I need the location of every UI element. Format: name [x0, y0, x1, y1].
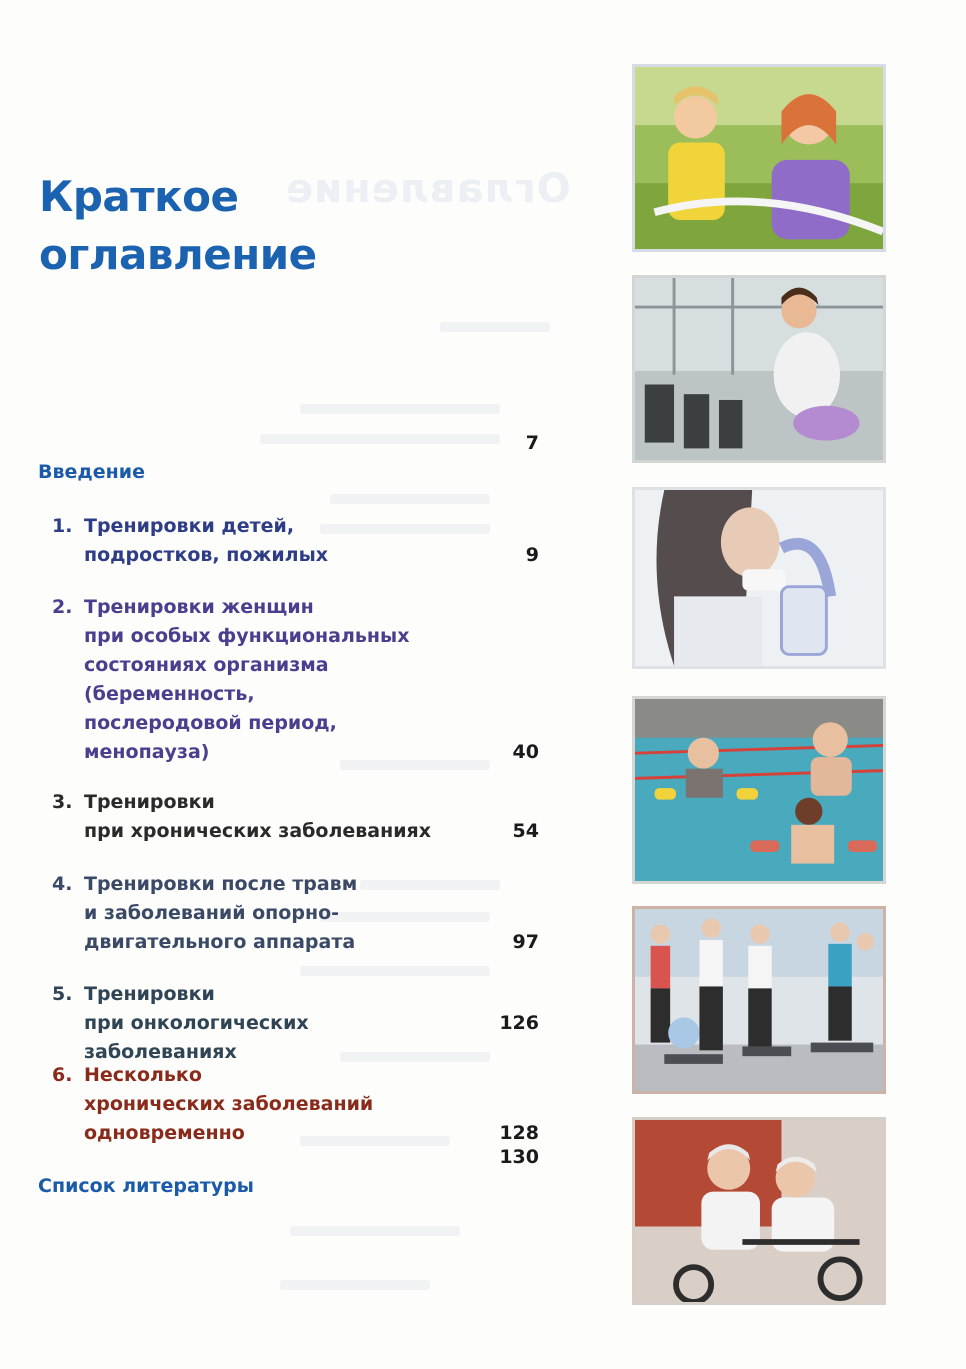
toc-entry-number: 4.: [52, 873, 73, 895]
toc-entry-page: 9: [525, 544, 539, 566]
toc-entry-label: Введение: [38, 461, 145, 483]
toc-entry-number: 5.: [52, 983, 73, 1005]
toc-entry-page: 130: [499, 1146, 539, 1168]
toc-entry-page: 7: [525, 432, 539, 454]
photo-pregnant-woman-exercise-bike: [632, 275, 886, 463]
toc-entry-label: подростков, пожилых: [84, 544, 329, 566]
toc-entry-label: (беременность,: [84, 683, 255, 705]
photo-step-aerobics-class: [632, 906, 886, 1094]
toc-entry-label: при хронических заболеваниях: [84, 820, 432, 842]
toc-entry-page: 128: [499, 1122, 539, 1144]
toc-entry-number: 2.: [52, 596, 73, 618]
toc-entry-label: и заболеваний опорно-: [84, 902, 340, 924]
toc-entry-number: 1.: [52, 515, 73, 537]
title-line-2: оглавление: [39, 230, 317, 279]
toc-entry-page: 54: [512, 820, 539, 842]
toc-entry-label: Тренировки: [84, 983, 215, 1005]
toc-entry-label: послеродовой период,: [84, 712, 337, 734]
toc-entry-chapter-4[interactable]: [38, 870, 543, 957]
toc-entry-label: Тренировки женщин: [84, 596, 314, 618]
toc-entry-page: 126: [499, 1012, 539, 1034]
toc-entry-label: хронических заболеваний: [84, 1093, 374, 1115]
photo-woman-breathing-exerciser: [632, 487, 886, 669]
toc-entry-label: Тренировки детей,: [84, 515, 295, 537]
toc-entry-label: при онкологических заболеваниях: [84, 1012, 309, 1063]
toc-entry-label: Тренировки: [84, 791, 215, 813]
page-title: [39, 168, 317, 284]
toc-entry-label: состояниях организма: [84, 654, 329, 676]
show-through-heading: Оглавление: [285, 166, 571, 212]
toc-entry-chapter-1[interactable]: [38, 512, 543, 570]
toc-entry-chapter-6[interactable]: [38, 1061, 543, 1148]
toc-entry-chapter-2[interactable]: [38, 593, 543, 767]
toc-entry-label: Список литературы: [38, 1175, 254, 1197]
title-line-1: Краткое: [39, 172, 239, 221]
toc-entry-label: при особых функциональных: [84, 625, 410, 647]
toc-entry-chapter-5[interactable]: [38, 980, 543, 1063]
toc-entry-number: 6.: [52, 1064, 73, 1086]
toc-entry-label: Тренировки после травм: [84, 873, 358, 895]
toc-entry-page: 97: [512, 931, 539, 953]
toc-entry-page: 40: [512, 741, 539, 763]
toc-entry-number: 3.: [52, 791, 73, 813]
toc-entry-label: менопауза): [84, 741, 210, 763]
toc-entry-label: Несколько: [84, 1064, 202, 1086]
toc-entry-label: одновременно: [84, 1122, 245, 1144]
photo-seniors-exercise-bikes: [632, 1117, 886, 1305]
photo-seniors-aqua-aerobics: [632, 696, 886, 884]
toc-entry-label: двигательного аппарата: [84, 931, 356, 953]
photo-children-tug-of-war: [632, 64, 886, 252]
toc-entry-chapter-3[interactable]: [38, 788, 543, 846]
